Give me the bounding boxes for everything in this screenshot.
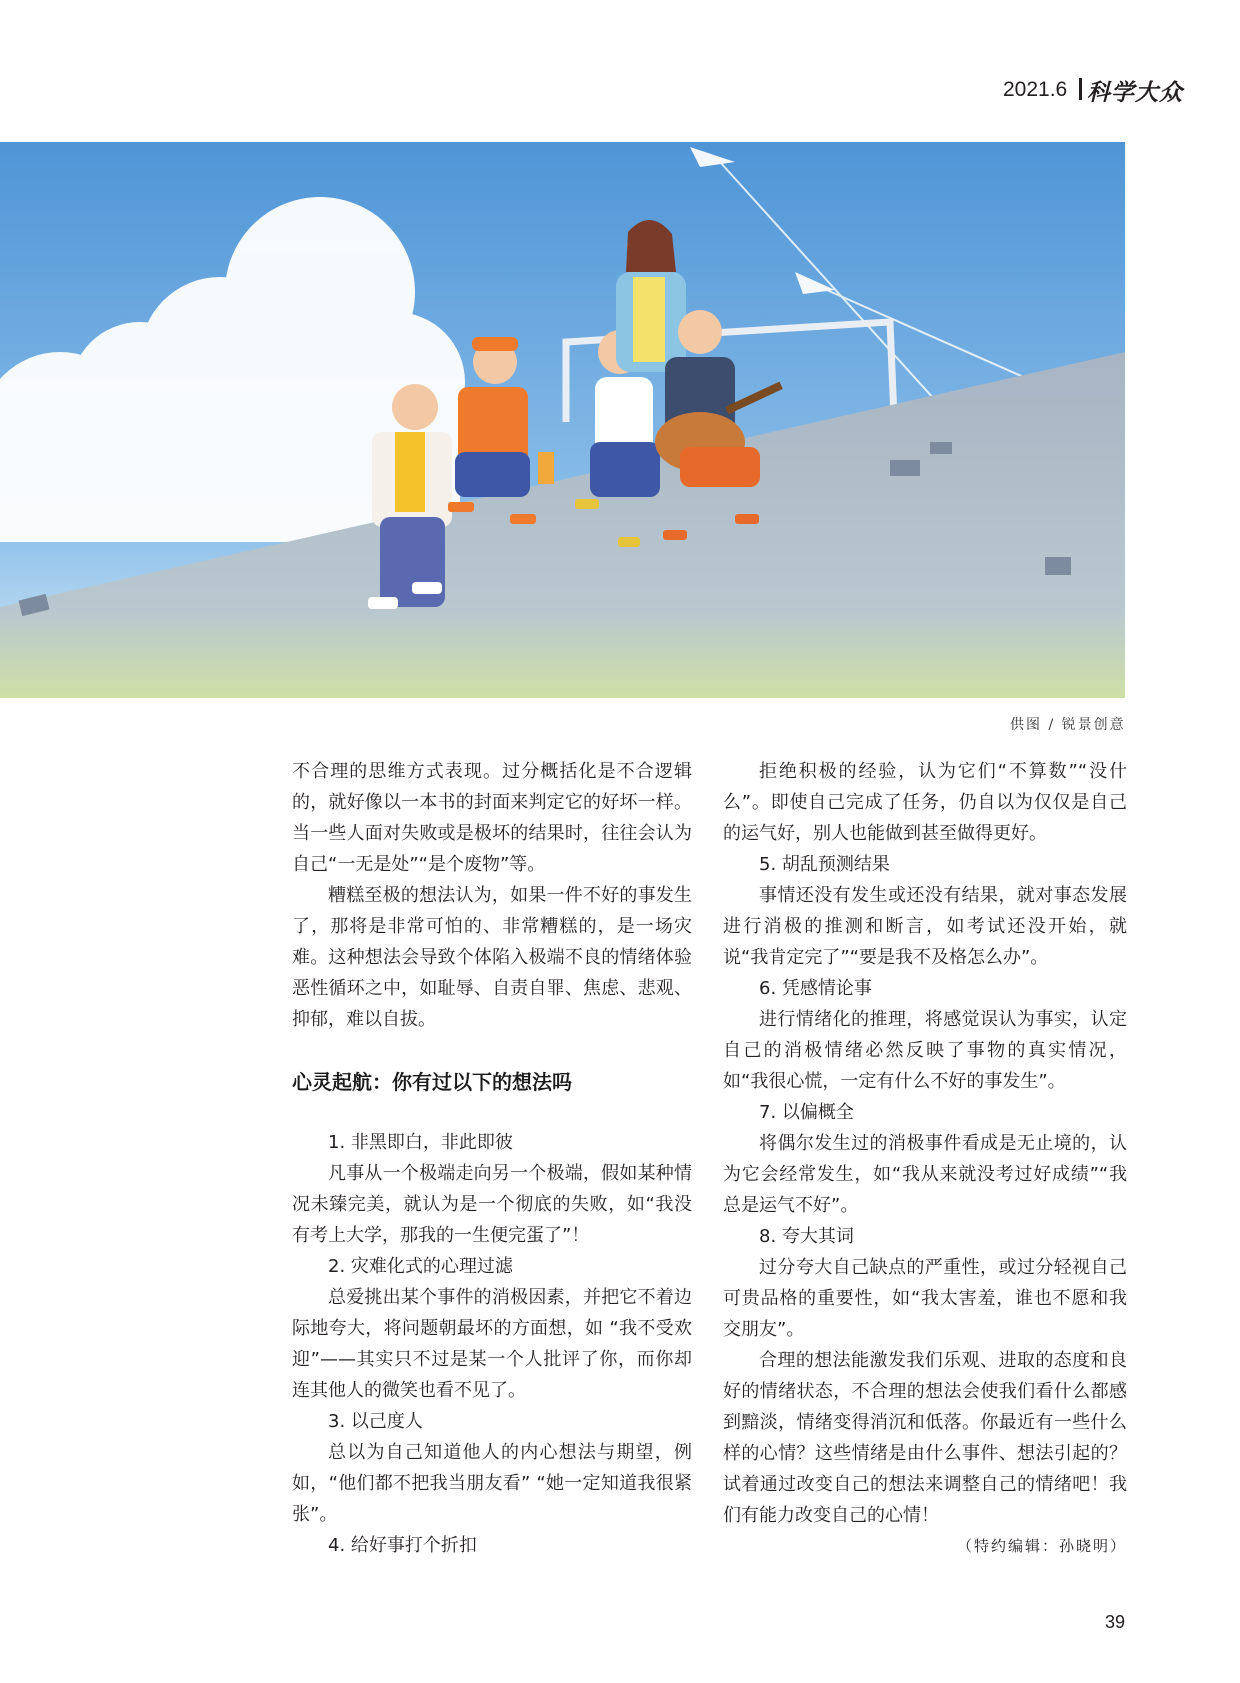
list-item-title: 8. 夸大其词 [759, 1226, 854, 1247]
closing-paragraph: 合理的想法能激发我们乐观、进取的态度和良好的情绪状态，不合理的想法会使我们看什么都感到黯淡，情绪变得消沉和低落。你最近有一些什么样的心情？这些情绪是由什么事件、想法引起的？试着通过改变自己的想法来调整自己的情绪吧！我们有能力改变自己的心情！ [723, 1350, 1127, 1526]
paragraph: 总爱挑出某个事件的消极因素，并把它不着边际地夸大，将问题朝最坏的方面想，如 “我不受欢迎”——其实只不过是某一个人批评了你，而你却连其他人的微笑也看不见了。 [292, 1287, 692, 1401]
list-item-title: 4. 给好事打个折扣 [328, 1535, 477, 1556]
drink-cup [538, 452, 554, 484]
paragraph: 将偶尔发生过的消极事件看成是无止境的，认为它会经常发生，如“我从来就没考过好成绩”“我总是运气不好”。 [723, 1133, 1127, 1216]
paragraph: 进行情绪化的推理，将感觉误认为事实，认定自己的消极情绪必然反映了事物的真实情况，如“我很心慌，一定有什么不好的事发生”。 [723, 1009, 1127, 1092]
page-number: 39 [1105, 1612, 1126, 1632]
list-item-title: 3. 以己度人 [328, 1411, 423, 1432]
left-column [292, 756, 692, 1561]
paragraph: 糟糕至极的想法认为，如果一件不好的事发生了，那将是非常可怕的、非常糟糕的，是一场灾难。这种想法会导致个体陷入极端不良的情绪体验恶性循环之中，如耻辱、自责自罪、焦虑、悲观、抑郁，难以自拔。 [292, 885, 692, 1030]
list-item-title: 2. 灾难化式的心理过滤 [328, 1256, 513, 1277]
paragraph: 事情还没有发生或还没有结果，就对事态发展进行消极的推测和断言，如考试还没开始，就说“我肯定完了”“要是我不及格怎么办”。 [723, 885, 1127, 968]
header-divider [1079, 78, 1082, 100]
section-heading: 心灵起航：你有过以下的想法吗 [292, 1070, 572, 1094]
paragraph: 不合理的思维方式表现。过分概括化是不合逻辑的，就好像以一本书的封面来判定它的好坏一样。当一些人面对失败或是极坏的结果时，往往会认为自己“一无是处”“是个废物”等。 [292, 761, 692, 875]
list-item-title: 5. 胡乱预测结果 [759, 854, 890, 875]
paragraph: 拒绝积极的经验，认为它们“不算数”“没什么”。即使自己完成了任务，仍自以为仅仅是自己的运气好，别人也能做到甚至做得更好。 [723, 761, 1127, 844]
list-item-title: 6. 凭感情论事 [759, 978, 872, 999]
magazine-logo: 科学大众 [1087, 79, 1183, 106]
editor-credit: （特约编辑：孙晓明） [956, 1537, 1127, 1555]
right-column [723, 756, 1127, 1562]
list-item-title: 1. 非黑即白，非此即彼 [328, 1132, 513, 1153]
paragraph: 过分夸大自己缺点的严重性，或过分轻视自己可贵品格的重要性，如“我太害羞，谁也不愿和我交朋友”。 [723, 1257, 1127, 1340]
list-item-title: 7. 以偏概全 [759, 1102, 854, 1123]
illustration-friends-on-rooftop [0, 142, 1125, 698]
paragraph: 总以为自己知道他人的内心想法与期望，例如，“他们都不把我当朋友看” “她一定知道我很紧张”。 [292, 1442, 692, 1525]
issue-date: 2021.6 [1003, 78, 1068, 101]
image-credit: 供图 / 锐景创意 [1010, 717, 1126, 733]
paragraph: 凡事从一个极端走向另一个极端，假如某种情况未臻完美，就认为是一个彻底的失败，如“我没有考上大学，那我的一生便完蛋了”！ [292, 1163, 692, 1246]
